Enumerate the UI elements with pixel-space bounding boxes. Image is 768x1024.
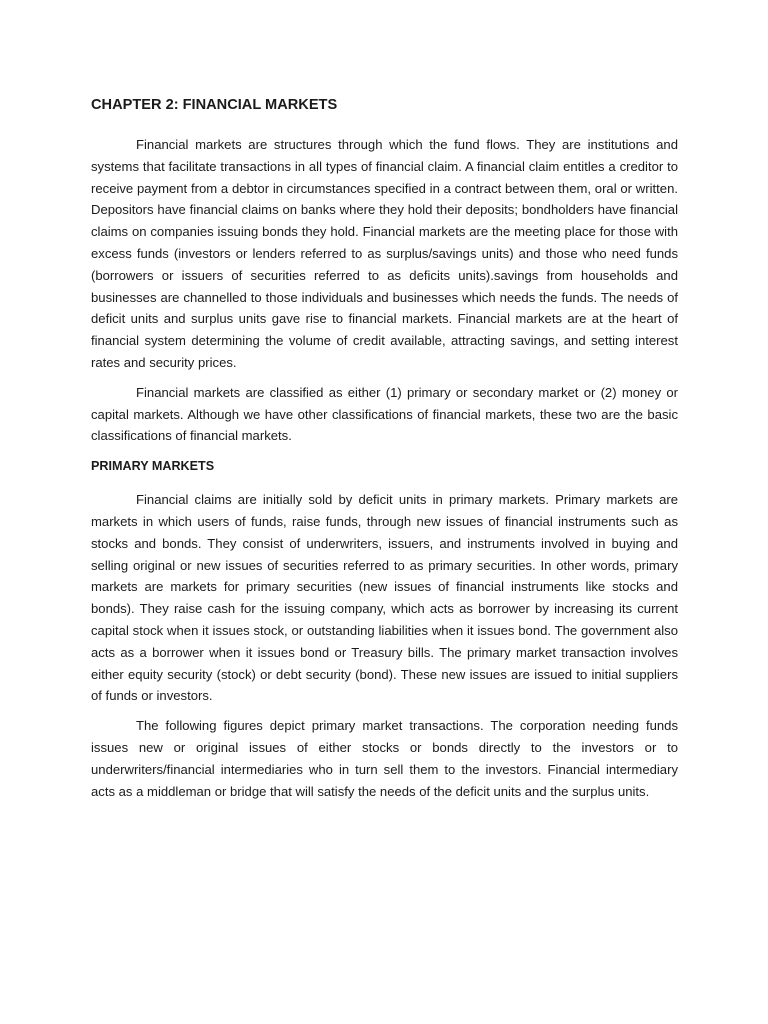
primary-markets-paragraph-1: Financial claims are initially sold by deficit units in primary markets. Primary markets are markets in which users of funds, raise funds, through new issues of financial instruments such as stocks and bonds. They consist of underwriters, issuers, and instruments involved in buying and selling original or new issues of securities referred to as primary securities. In other words, primary markets are markets for primary securities (new issues of financial instruments like stocks and bonds). They raise cash for the issuing company, which acts as borrower by increasing its current capital stock when it issues stock, or outstanding liabilities when it issues bond. The government also acts as a borrower when it issues bond or Treasury bills. The primary market transaction involves either equity security (stock) or debt security (bond). These new issues are issued to initial suppliers of funds or investors. [91,492,678,704]
primary-markets-paragraph-2: The following figures depict primary market transactions. The corporation needing funds issues new or original issues of either stocks or bonds directly to the investors or to underwriters/financial intermediaries who in turn sell them to the investors. Financial intermediary acts as a middleman or bridge that will satisfy the needs of the deficit units and the surplus units. [91,718,678,799]
chapter-title: CHAPTER 2: FINANCIAL MARKETS [91,97,338,113]
intro-paragraph-2: Financial markets are classified as either (1) primary or secondary market or (2) money or capital markets. Although we have other classifications of financial markets, these two are the basic classifications of financial markets. [91,384,678,444]
primary-markets-heading: PRIMARY MARKETS [91,459,215,474]
intro-paragraph-1: Financial markets are structures through which the fund flows. They are institutions and systems that facilitate transactions in all types of financial claim. A financial claim entitles a creditor to receive payment from a debtor in circumstances specified in a contract between them, oral or written. Depositors have financial claims on banks where they hold their deposits; bondholders have financial claims on companies issuing bonds they hold. Financial markets are the meeting place for those with excess funds (investors or lenders referred to as surplus/savings units) and those who need funds (borrowers or issuers of securities referred to as deficits units).savings from households and businesses are channelled to those individuals and businesses which needs the funds. The needs of deficit units and surplus units gave rise to financial markets. Financial markets are at the heart of financial system determining the volume of credit available, attracting savings, and setting interest rates and security prices. [91,137,678,370]
